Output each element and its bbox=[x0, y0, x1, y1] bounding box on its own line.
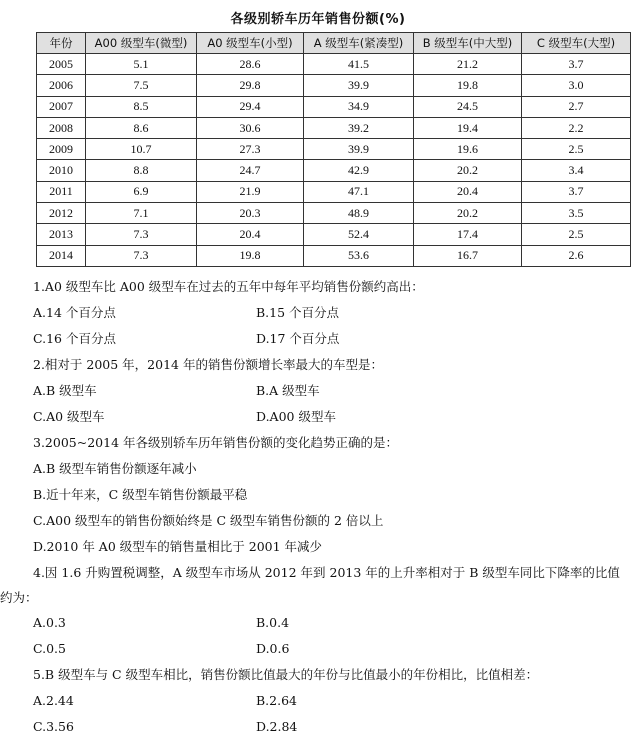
question-1-stem: 1.A0 级型车比 A00 级型车在过去的五年中每年平均销售份额约高出： bbox=[33, 279, 424, 294]
year-cell: 2014 bbox=[37, 245, 86, 266]
share-cell: 20.4 bbox=[414, 181, 522, 202]
header-b: B 级型车(中大型) bbox=[414, 33, 522, 54]
year-cell: 2005 bbox=[37, 54, 86, 75]
share-cell: 8.6 bbox=[86, 117, 197, 138]
header-year: 年份 bbox=[37, 33, 86, 54]
question-5-option-b[interactable]: B.2.64 bbox=[256, 693, 297, 708]
share-cell: 17.4 bbox=[414, 224, 522, 245]
share-cell: 42.9 bbox=[304, 160, 414, 181]
question-2-option-d[interactable]: D.A00 级型车 bbox=[256, 409, 336, 424]
table-row bbox=[37, 75, 631, 96]
question-5-options-row-2 bbox=[0, 714, 636, 740]
question-list bbox=[0, 274, 636, 740]
table-row bbox=[37, 54, 631, 75]
table-row bbox=[37, 96, 631, 117]
table-title: 各级别轿车历年销售份额(%) bbox=[230, 12, 406, 27]
question-1-options-row-1 bbox=[0, 300, 636, 326]
share-cell: 3.4 bbox=[522, 160, 631, 181]
year-cell: 2008 bbox=[37, 117, 86, 138]
share-cell: 7.5 bbox=[86, 75, 197, 96]
table-row bbox=[37, 245, 631, 266]
question-4-option-c[interactable]: C.0.5 bbox=[33, 641, 66, 656]
question-1-option-c[interactable]: C.16 个百分点 bbox=[33, 331, 116, 346]
share-cell: 8.5 bbox=[86, 96, 197, 117]
share-cell: 20.4 bbox=[197, 224, 304, 245]
question-5-stem: 5.B 级型车与 C 级型车相比，销售份额比值最大的年份与比值最小的年份相比，比值相差： bbox=[33, 667, 539, 682]
year-cell: 2012 bbox=[37, 203, 86, 224]
share-cell: 24.7 bbox=[197, 160, 304, 181]
share-cell: 3.7 bbox=[522, 54, 631, 75]
share-cell: 10.7 bbox=[86, 139, 197, 160]
table-row bbox=[37, 181, 631, 202]
question-3-option-a[interactable]: A.B 级型车销售份额逐年减小 bbox=[33, 461, 197, 476]
question-5-option-a[interactable]: A.2.44 bbox=[33, 693, 74, 708]
table-row bbox=[37, 160, 631, 181]
share-cell: 20.2 bbox=[414, 160, 522, 181]
header-a00: A00 级型车(微型) bbox=[86, 33, 197, 54]
header-a: A 级型车(紧凑型) bbox=[304, 33, 414, 54]
table-row bbox=[37, 224, 631, 245]
question-4-option-b[interactable]: B.0.4 bbox=[256, 615, 290, 630]
share-cell: 2.6 bbox=[522, 245, 631, 266]
share-cell: 39.9 bbox=[304, 75, 414, 96]
share-cell: 34.9 bbox=[304, 96, 414, 117]
share-cell: 7.1 bbox=[86, 203, 197, 224]
share-cell: 7.3 bbox=[86, 245, 197, 266]
question-2-option-a[interactable]: A.B 级型车 bbox=[33, 383, 97, 398]
share-cell: 53.6 bbox=[304, 245, 414, 266]
year-cell: 2013 bbox=[37, 224, 86, 245]
question-1-option-a[interactable]: A.14 个百分点 bbox=[33, 305, 116, 320]
share-cell: 16.7 bbox=[414, 245, 522, 266]
question-1-options-row-2 bbox=[0, 326, 636, 352]
share-cell: 39.2 bbox=[304, 117, 414, 138]
question-5-option-d[interactable]: D.2.84 bbox=[256, 719, 298, 734]
share-cell: 7.3 bbox=[86, 224, 197, 245]
year-cell: 2009 bbox=[37, 139, 86, 160]
share-cell: 27.3 bbox=[197, 139, 304, 160]
header-a0: A0 级型车(小型) bbox=[197, 33, 304, 54]
table-body bbox=[37, 54, 631, 267]
table-row bbox=[37, 117, 631, 138]
question-3-option-b[interactable]: B.近十年来，C 级型车销售份额最平稳 bbox=[33, 487, 248, 502]
share-cell: 6.9 bbox=[86, 181, 197, 202]
share-cell: 19.8 bbox=[197, 245, 304, 266]
header-c: C 级型车(大型) bbox=[522, 33, 631, 54]
table-row bbox=[37, 203, 631, 224]
share-cell: 19.4 bbox=[414, 117, 522, 138]
share-cell: 19.8 bbox=[414, 75, 522, 96]
share-cell: 2.5 bbox=[522, 224, 631, 245]
share-cell: 2.7 bbox=[522, 96, 631, 117]
question-2-option-c[interactable]: C.A0 级型车 bbox=[33, 409, 105, 424]
year-cell: 2006 bbox=[37, 75, 86, 96]
question-2-option-b[interactable]: B.A 级型车 bbox=[256, 383, 320, 398]
question-1-option-b[interactable]: B.15 个百分点 bbox=[256, 305, 340, 320]
share-cell: 29.4 bbox=[197, 96, 304, 117]
question-2-options-row-2 bbox=[0, 404, 636, 430]
share-cell: 5.1 bbox=[86, 54, 197, 75]
question-2-stem: 2.相对于 2005 年，2014 年的销售份额增长率最大的车型是： bbox=[33, 357, 383, 372]
share-cell: 20.3 bbox=[197, 203, 304, 224]
share-cell: 19.6 bbox=[414, 139, 522, 160]
share-cell: 8.8 bbox=[86, 160, 197, 181]
share-cell: 2.2 bbox=[522, 117, 631, 138]
year-cell: 2007 bbox=[37, 96, 86, 117]
share-cell: 24.5 bbox=[414, 96, 522, 117]
question-4-options-row-1 bbox=[0, 610, 636, 636]
question-3-stem: 3.2005~2014 年各级别轿车历年销售份额的变化趋势正确的是： bbox=[33, 435, 398, 450]
share-cell: 41.5 bbox=[304, 54, 414, 75]
share-cell: 20.2 bbox=[414, 203, 522, 224]
table-header-row bbox=[37, 33, 631, 54]
share-cell: 3.5 bbox=[522, 203, 631, 224]
share-cell: 21.2 bbox=[414, 54, 522, 75]
question-1-option-d[interactable]: D.17 个百分点 bbox=[256, 331, 340, 346]
question-3-option-d[interactable]: D.2010 年 A0 级型车的销售量相比于 2001 年减少 bbox=[33, 539, 323, 554]
question-4-options-row-2 bbox=[0, 636, 636, 662]
question-4-option-d[interactable]: D.0.6 bbox=[256, 641, 290, 656]
share-cell: 2.5 bbox=[522, 139, 631, 160]
year-cell: 2011 bbox=[37, 181, 86, 202]
question-2-options-row-1 bbox=[0, 378, 636, 404]
share-cell: 29.8 bbox=[197, 75, 304, 96]
sales-share-table bbox=[36, 32, 631, 267]
share-cell: 28.6 bbox=[197, 54, 304, 75]
share-cell: 3.0 bbox=[522, 75, 631, 96]
question-3-option-c[interactable]: C.A00 级型车的销售份额始终是 C 级型车销售份额的 2 倍以上 bbox=[33, 513, 384, 528]
share-cell: 21.9 bbox=[197, 181, 304, 202]
share-cell: 3.7 bbox=[522, 181, 631, 202]
question-4-stem: 4.因 1.6 升购置税调整，A 级型车市场从 2012 年到 2013 年的上升率相对于 B 级型车同比下降率的比值约为： bbox=[0, 565, 620, 605]
share-cell: 48.9 bbox=[304, 203, 414, 224]
share-cell: 30.6 bbox=[197, 117, 304, 138]
share-cell: 39.9 bbox=[304, 139, 414, 160]
question-4-option-a[interactable]: A.0.3 bbox=[33, 615, 66, 630]
question-5-option-c[interactable]: C.3.56 bbox=[33, 719, 74, 734]
share-cell: 47.1 bbox=[304, 181, 414, 202]
question-5-options-row-1 bbox=[0, 688, 636, 714]
year-cell: 2010 bbox=[37, 160, 86, 181]
table-row bbox=[37, 139, 631, 160]
share-cell: 52.4 bbox=[304, 224, 414, 245]
